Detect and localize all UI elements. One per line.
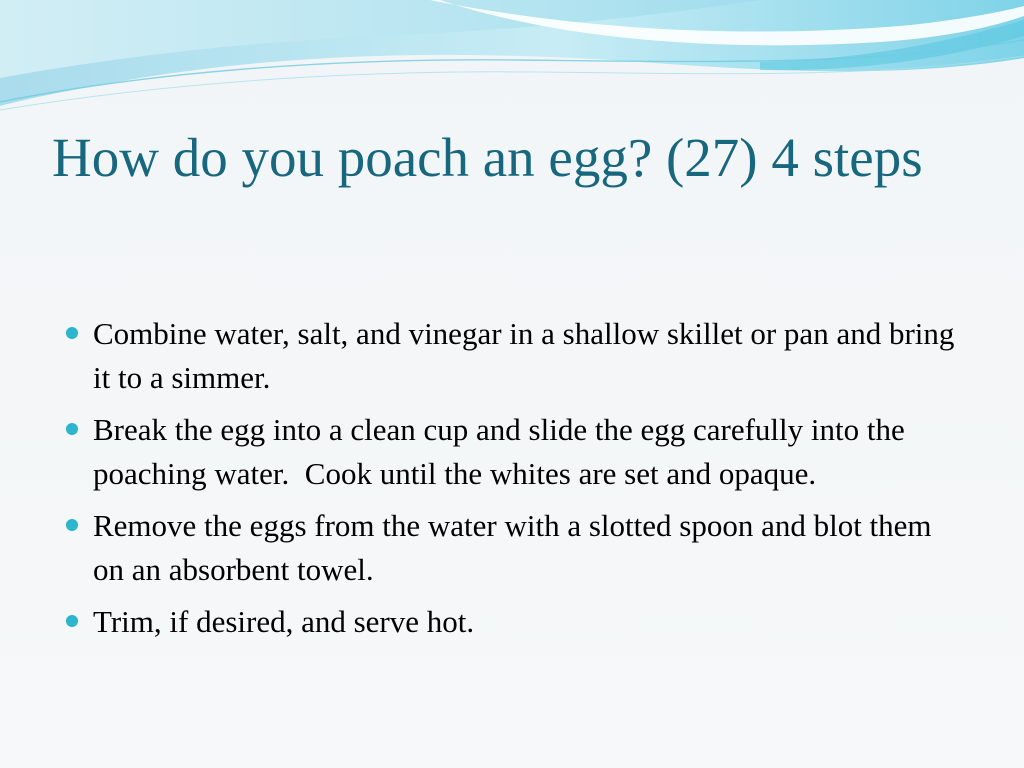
slide-title: How do you poach an egg? (27) 4 steps [52,127,923,188]
bullet-marker-icon [66,615,78,627]
bullet-item [66,504,966,592]
header-wave-decoration [0,0,1024,120]
bullet-marker-icon [66,327,78,339]
bullet-text: Break the egg into a clean cup and slide the egg carefully into the poaching water. Cook until the whites are set and opaque. [93,412,913,491]
bullet-item [66,600,966,644]
bullet-item [66,312,966,400]
bullet-marker-icon [66,519,78,531]
bullet-text: Combine water, salt, and vinegar in a shallow skillet or pan and bring it to a simmer. [93,316,963,395]
bullet-text: Trim, if desired, and serve hot. [93,604,475,639]
bullet-text: Remove the eggs from the water with a slotted spoon and blot them on an absorbent towel. [93,508,940,587]
bullet-list [66,312,966,652]
bullet-marker-icon [66,423,78,435]
bullet-item [66,408,966,496]
